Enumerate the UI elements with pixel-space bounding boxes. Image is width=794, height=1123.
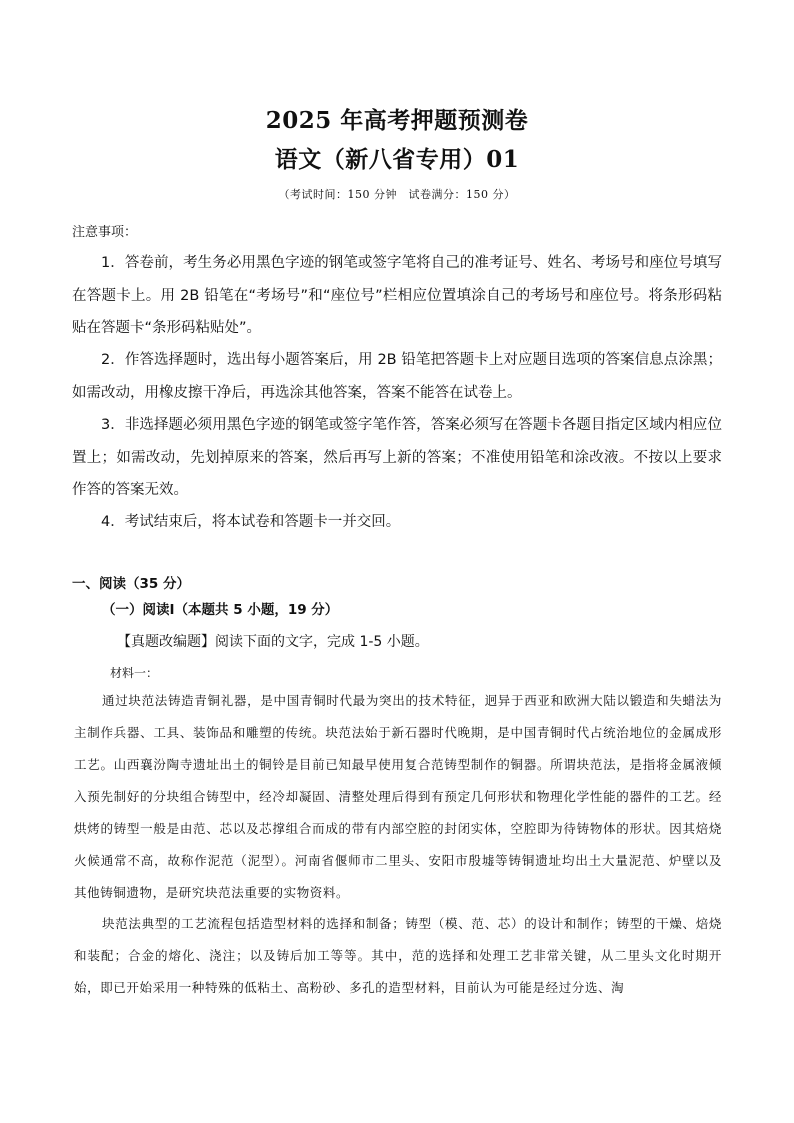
material-label: 材料一： <box>110 666 159 680</box>
notice-item: 4．考试结束后，将本试卷和答题卡一并交回。 <box>101 514 401 530</box>
exam-title: 2025 年高考押题预测卷 <box>265 107 529 134</box>
notice-item: 3．非选择题必须用黑色字迹的钢笔或签字笔作答，答案必须写在答题卡各题目指定区域内相应位置上；如需改动，先划掉原来的答案，然后再写上新的答案；不准使用铅笔和涂改液。不按以上要求作答的答案无效。 <box>72 417 722 498</box>
notice-heading: 注意事项： <box>72 225 138 240</box>
subsection-heading: （一）阅读Ⅰ（本题共 5 小题，19 分） <box>102 602 339 618</box>
reading-paragraph: 通过块范法铸造青铜礼器，是中国青铜时代最为突出的技术特征，迥异于西亚和欧洲大陆以锻造和失蜡法为主制作兵器、工具、装饰品和雕塑的传统。块范法始于新石器时代晚期，是中国青铜时代占统治地位的金属成形工艺。山西襄汾陶寺遗址出土的铜铃是目前已知最早使用复合范铸型制作的铜器。所谓块范法，是指将金属液倾入预先制好的分块组合铸型中，经冷却凝固、清整处理后得到有预定几何形状和物理化学性能的器件的工艺。经烘烤的铸型一般是由范、芯以及芯撑组合而成的带有内部空腔的封闭实体，空腔即为待铸物体的形状。因其焙烧火候通常不高，故称作泥范（泥型）。河南省偃师市二里头、安阳市殷墟等铸铜遗址均出土大量泥范、炉壁以及其他铸铜遗物，是研究块范法重要的实物资料。 <box>74 693 722 900</box>
reading-paragraph: 块范法典型的工艺流程包括造型材料的选择和制备；铸型（模、范、芯）的设计和制作；铸型的干燥、焙烧和装配；合金的熔化、浇注；以及铸后加工等等。其中，范的选择和处理工艺非常关键，从二里头文化时期开始，即已开始采用一种特殊的低粘土、高粉砂、多孔的造型材料，目前认为可能是经过分选、淘 <box>74 916 722 995</box>
notice-item: 2．作答选择题时，选出每小题答案后，用 2B 铅笔把答题卡上对应题目选项的答案信息点涂黑；如需改动，用橡皮擦干净后，再选涂其他答案，答案不能答在试卷上。 <box>72 352 722 401</box>
exam-subtitle: 语文（新八省专用）01 <box>274 146 520 173</box>
section-heading: 一、阅读（35 分） <box>72 576 190 592</box>
notice-item: 1．答卷前，考生务必用黑色字迹的钢笔或签字笔将自己的准考证号、姓名、考场号和座位号填写在答题卡上。用 2B 铅笔在“考场号”和“座位号”栏相应位置填涂自己的考场号和座位号。将条形码粘贴在答题卡“条形码粘贴处”。 <box>72 255 722 336</box>
question-instruction: 【真题改编题】阅读下面的文字，完成 1-5 小题。 <box>117 634 429 650</box>
exam-meta: （考试时间：150 分钟 试卷满分：150 分） <box>278 188 516 201</box>
